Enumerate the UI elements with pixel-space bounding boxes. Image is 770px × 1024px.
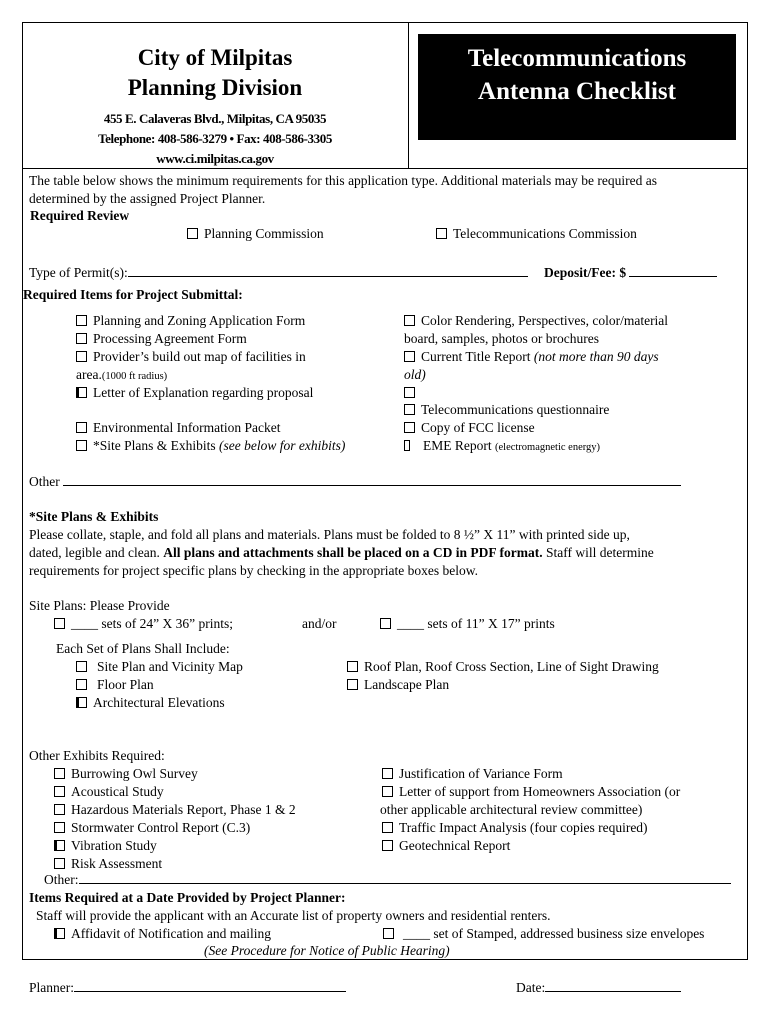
required-other-row	[29, 473, 681, 490]
checkbox[interactable]	[436, 228, 447, 239]
planner-row	[29, 979, 346, 996]
exhibit-geotech[interactable]	[382, 837, 510, 854]
item-fcc-license-label: Copy of FCC license	[421, 420, 535, 435]
plan-roof[interactable]	[347, 658, 659, 675]
checkbox[interactable]	[76, 661, 87, 672]
item-title-report[interactable]	[404, 348, 659, 365]
checkbox[interactable]	[383, 928, 394, 939]
exhibit-burrowing-owl-label: Burrowing Owl Survey	[71, 766, 198, 781]
checkbox[interactable]	[76, 315, 87, 326]
plan-floor-label: Floor Plan	[97, 677, 154, 692]
form-title	[418, 34, 736, 140]
sets-11x17-label: ____ sets of 11” X 17” prints	[397, 616, 555, 631]
site-plans-provide-label: Site Plans: Please Provide	[29, 598, 170, 613]
item-build-out-map[interactable]	[76, 348, 306, 365]
header-divider	[408, 22, 409, 169]
exhibits-other-label: Other:	[44, 872, 79, 887]
checkbox[interactable]	[54, 858, 65, 869]
org-address: 455 E. Calaveras Blvd., Milpitas, CA 95035	[103, 111, 327, 126]
item-eme-report-label: EME Report	[423, 438, 492, 453]
checkbox[interactable]	[404, 440, 410, 451]
checkbox[interactable]	[54, 786, 65, 797]
plan-roof-label: Roof Plan, Roof Cross Section, Line of Sight Drawing	[364, 659, 659, 674]
item-zoning-form[interactable]	[76, 312, 305, 329]
deposit-field[interactable]	[629, 264, 717, 277]
header-bottom-rule	[22, 168, 748, 169]
checkbox[interactable]	[54, 928, 65, 939]
required-other-field[interactable]	[63, 473, 681, 486]
checkbox[interactable]	[404, 351, 415, 362]
checkbox[interactable]	[76, 333, 87, 344]
permit-type-row	[29, 264, 528, 281]
item-envelopes-label: ____ set of Stamped, addressed business size envelopes	[403, 926, 705, 941]
checkbox[interactable]	[76, 387, 87, 398]
intro-line2: determined by the assigned Project Planner.	[29, 191, 266, 206]
area-prefix: area.	[76, 367, 102, 382]
exhibit-geotech-label: Geotechnical Report	[399, 838, 511, 853]
date-label: Date:	[516, 980, 546, 995]
item-eme-report[interactable]	[404, 437, 600, 456]
item-affidavit-label: Affidavit of Notification and mailing	[71, 926, 271, 941]
checkbox[interactable]	[76, 697, 87, 708]
checkbox[interactable]	[76, 422, 87, 433]
item-letter[interactable]	[76, 384, 313, 401]
required-items-heading: Required Items for Project Submittal:	[23, 287, 243, 302]
exhibit-acoustical-label: Acoustical Study	[71, 784, 164, 799]
checkbox[interactable]	[382, 840, 393, 851]
checkbox[interactable]	[380, 618, 391, 629]
permit-type-label: Type of Permit(s):	[29, 265, 128, 280]
exhibit-variance[interactable]	[382, 765, 563, 782]
exhibit-burrowing-owl[interactable]	[54, 765, 198, 782]
exhibits-other-row	[44, 871, 731, 888]
exhibit-traffic-label: Traffic Impact Analysis (four copies required)	[399, 820, 648, 835]
date-field[interactable]	[545, 979, 681, 992]
checkbox[interactable]	[76, 679, 87, 690]
review-planning-commission[interactable]	[187, 225, 324, 242]
permit-type-field[interactable]	[128, 264, 528, 277]
item-fcc-license[interactable]	[404, 419, 535, 436]
item-environmental-label: Environmental Information Packet	[93, 420, 281, 435]
plan-floor[interactable]	[76, 676, 154, 693]
item-eme-note: (electromagnetic energy)	[495, 442, 601, 453]
checkbox[interactable]	[404, 404, 415, 415]
planner-items-heading: Items Required at a Date Provided by Project Planner:	[29, 890, 346, 905]
area-note: (1000 ft radius)	[101, 371, 168, 382]
each-set-label: Each Set of Plans Shall Include:	[56, 641, 230, 656]
plan-landscape-label: Landscape Plan	[364, 677, 450, 692]
form-title-line2: Antenna Checklist	[478, 78, 676, 105]
checkbox[interactable]	[54, 768, 65, 779]
item-processing-agreement[interactable]	[76, 330, 247, 347]
exhibit-traffic[interactable]	[382, 819, 648, 836]
review-planning-commission-label: Planning Commission	[204, 226, 324, 241]
org-phone-fax: Telephone: 408-586-3279 • Fax: 408-586-3305	[98, 131, 332, 146]
plan-arch-elevations[interactable]	[76, 694, 225, 711]
review-telecom-commission-label: Telecommunications Commission	[453, 226, 637, 241]
checkbox[interactable]	[382, 768, 393, 779]
exhibit-hoa-letter-label: Letter of support from Homeowners Association (or	[399, 784, 681, 799]
item-processing-agreement-label: Processing Agreement Form	[93, 331, 247, 346]
exhibits-other-field[interactable]	[79, 871, 731, 884]
plan-site-vicinity[interactable]	[76, 658, 243, 675]
para-line2-prefix: dated, legible and clean.	[29, 545, 164, 560]
exhibit-vibration-label: Vibration Study	[71, 838, 157, 853]
org-division: Planning Division	[127, 75, 303, 100]
item-color-rendering[interactable]	[404, 312, 668, 329]
exhibit-risk[interactable]	[54, 855, 162, 872]
exhibit-variance-label: Justification of Variance Form	[399, 766, 563, 781]
checkbox[interactable]	[76, 440, 87, 451]
plan-landscape[interactable]	[347, 676, 449, 693]
exhibit-risk-label: Risk Assessment	[71, 856, 163, 871]
item-letter-label: Letter of Explanation regarding proposal	[93, 385, 314, 400]
exhibit-acoustical[interactable]	[54, 783, 164, 800]
item-zoning-form-label: Planning and Zoning Application Form	[93, 313, 306, 328]
item-site-plans[interactable]	[76, 437, 345, 454]
exhibit-stormwater-label: Stormwater Control Report (C.3)	[71, 820, 251, 835]
site-plans-para-line3: requirements for project specific plans by checking in the appropriate boxes below.	[29, 563, 478, 578]
item-site-plans-label: *Site Plans & Exhibits	[93, 438, 216, 453]
checkbox[interactable]	[404, 422, 415, 433]
item-title-report-note-cont: old)	[404, 367, 426, 382]
item-environmental[interactable]	[76, 419, 280, 436]
checkbox[interactable]	[382, 786, 393, 797]
item-color-rendering-label: Color Rendering, Perspectives, color/material	[421, 313, 669, 328]
exhibit-hoa-letter[interactable]	[382, 783, 680, 800]
exhibit-hazardous-label: Hazardous Materials Report, Phase 1 & 2	[71, 802, 296, 817]
item-blank[interactable]	[404, 384, 421, 401]
item-title-report-label: Current Title Report	[421, 349, 531, 364]
org-name: City of Milpitas	[137, 45, 293, 70]
intro-line1: The table below shows the minimum requirements for this application type. Additional materials may be required as	[29, 173, 657, 188]
sets-24x36[interactable]	[54, 615, 233, 632]
sets-24x36-label: ____ sets of 24” X 36” prints;	[71, 616, 233, 631]
item-site-plans-note: (see below for exhibits)	[219, 438, 346, 453]
exhibit-hoa-letter-cont: other applicable architectural review committee)	[380, 802, 643, 817]
required-other-label: Other	[29, 474, 60, 489]
item-build-out-area	[76, 366, 167, 385]
site-plans-para-line1: Please collate, staple, and fold all plans and materials. Plans must be folded to 8 ½” X 11” with printed side up,	[29, 527, 630, 542]
checkbox[interactable]	[187, 228, 198, 239]
checkbox[interactable]	[54, 804, 65, 815]
planner-field[interactable]	[74, 979, 346, 992]
deposit-label: Deposit/Fee: $	[544, 265, 627, 280]
plan-arch-elevations-label: Architectural Elevations	[93, 695, 225, 710]
checkbox[interactable]	[404, 387, 415, 398]
planner-staff-line: Staff will provide the applicant with an Accurate list of property owners and residential renters.	[36, 908, 551, 923]
checkbox[interactable]	[54, 618, 65, 629]
item-color-rendering-cont: board, samples, photos or brochures	[404, 331, 599, 346]
item-envelopes[interactable]	[383, 925, 704, 942]
plan-site-vicinity-label: Site Plan and Vicinity Map	[97, 659, 243, 674]
date-row	[516, 979, 681, 996]
exhibit-vibration[interactable]	[54, 837, 157, 854]
checkbox[interactable]	[347, 661, 358, 672]
item-affidavit[interactable]	[54, 925, 271, 942]
checkbox[interactable]	[54, 840, 65, 851]
deposit-row	[544, 264, 717, 281]
para-line2-suffix: Staff will determine	[542, 545, 654, 560]
checkbox[interactable]	[76, 351, 87, 362]
checkbox[interactable]	[404, 315, 415, 326]
andor-text: and/or	[302, 616, 337, 631]
site-plans-para-line2	[29, 544, 654, 561]
org-website: www.ci.milpitas.ca.gov	[156, 151, 274, 166]
item-questionnaire-label: Telecommunications questionnaire	[421, 402, 610, 417]
exhibit-hazardous[interactable]	[54, 801, 296, 818]
required-review-heading: Required Review	[30, 208, 130, 223]
checkbox[interactable]	[382, 822, 393, 833]
other-exhibits-heading: Other Exhibits Required:	[29, 748, 165, 763]
para-line2-bold: All plans and attachments shall be placed on a CD in PDF format.	[163, 545, 543, 560]
exhibit-stormwater[interactable]	[54, 819, 250, 836]
item-title-report-note: (not more than 90 days	[533, 349, 659, 364]
item-questionnaire[interactable]	[404, 401, 609, 418]
form-title-line1: Telecommunications	[467, 45, 687, 72]
checkbox[interactable]	[54, 822, 65, 833]
procedure-note: (See Procedure for Notice of Public Hearing)	[204, 943, 450, 958]
review-telecom-commission[interactable]	[436, 225, 637, 242]
planner-label: Planner:	[29, 980, 74, 995]
item-build-out-map-label: Provider’s build out map of facilities in	[93, 349, 306, 364]
site-plans-heading: *Site Plans & Exhibits	[29, 509, 159, 524]
checkbox[interactable]	[347, 679, 358, 690]
sets-11x17[interactable]	[380, 615, 555, 632]
